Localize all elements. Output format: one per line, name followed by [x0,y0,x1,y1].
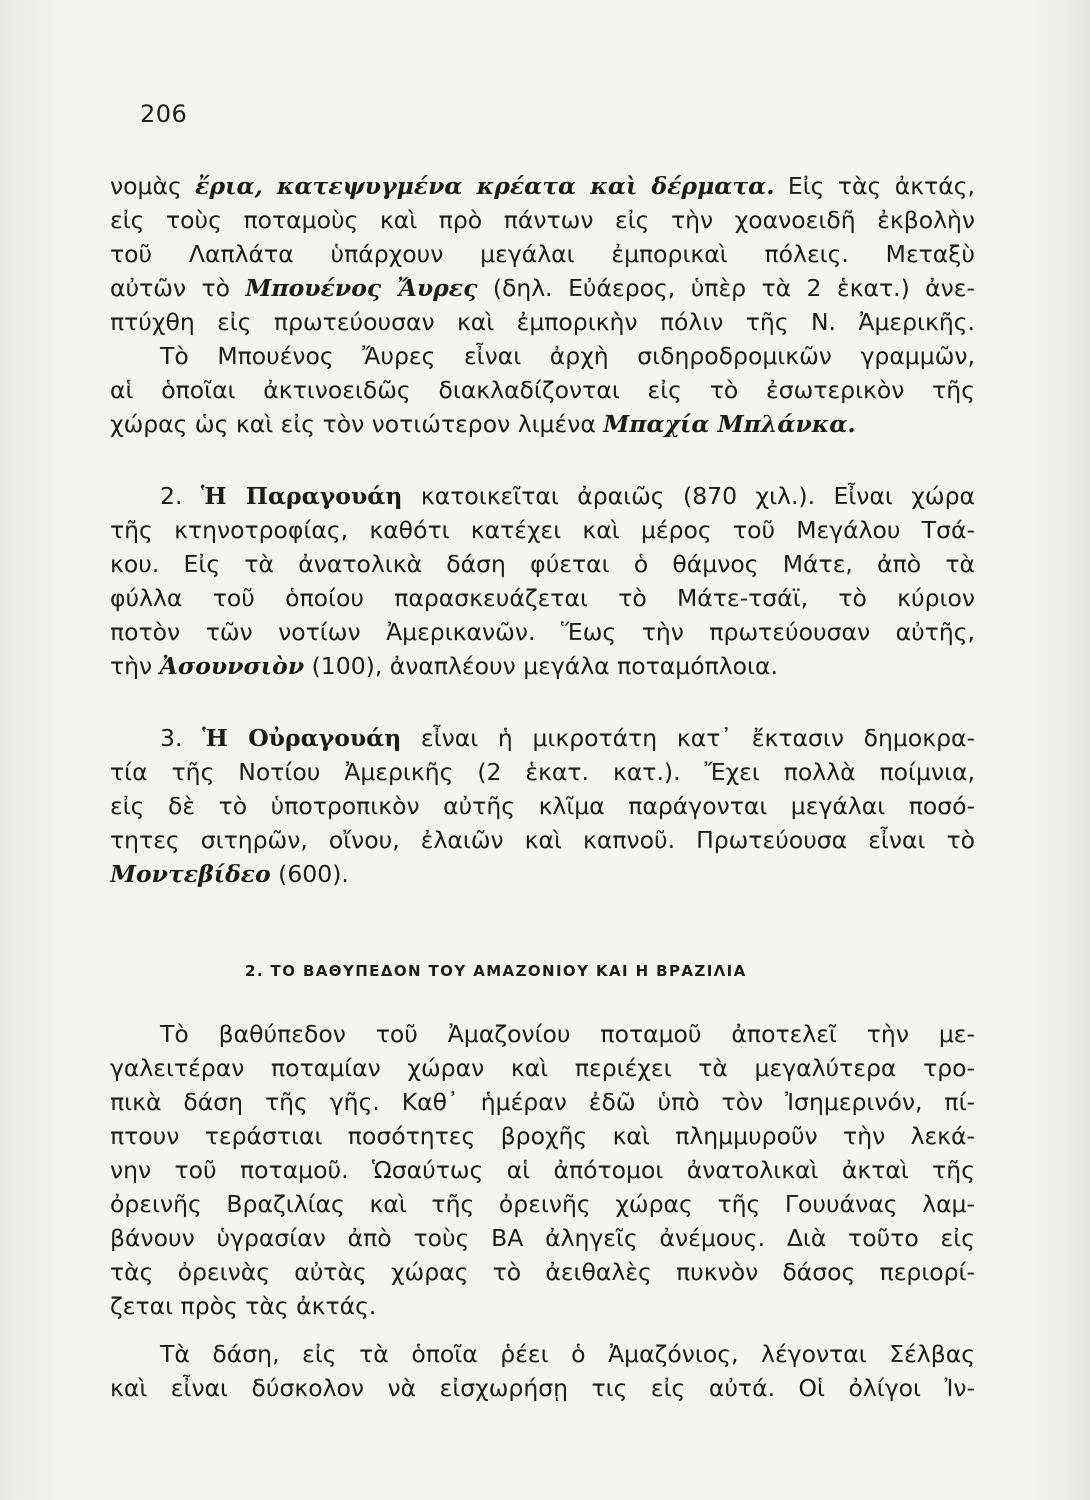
place-name: Μοντεβίδεο [110,860,271,888]
text-line: πικὰ δάση τῆς γῆς. Καθ᾽ ἡμέραν ἐδῶ ὑπὸ τὸν Ἰσημερινόν, πί- [110,1088,975,1116]
text-line: χώρας ὡς καὶ εἰς τὸν νοτιώτερον λιμένα Μπαχία Μπλάνκα. [110,410,856,438]
text-line: τητες σιτηρῶν, οἴνου, ἐλαιῶν καὶ καπνοῦ. Πρωτεύουσα εἶναι τὸ [110,826,975,854]
text-line: 2. Ἡ Παραγουάη κατοικεῖται ἀραιῶς (870 χιλ.). Εἶναι χώρα [160,482,975,510]
text-line: τὰς ὀρεινὰς αὐτὰς χώρας τὸ ἀειθαλὲς πυκνὸν δάσος περιορί- [110,1258,975,1286]
text-line: ποτὸν τῶν νοτίων Ἀμερικανῶν. Ἕως τὴν πρωτεύουσαν αὐτῆς, [110,618,975,646]
text-line: τὴν Ἀσουνσιὸν (100), ἀναπλέουν μεγάλα ποταμόπλοια. [110,652,778,680]
text-line: τοῦ Λαπλάτα ὑπάρχουν μεγάλαι ἐμπορικαὶ πόλεις. Μεταξὺ [110,240,975,268]
text-line: αὐτῶν τὸ Μπουένος Ἄυρες (δηλ. Εὐάερος, ὑπὲρ τὰ 2 ἑκατ.) ἀνε- [110,274,975,302]
text-line: φύλλα τοῦ ὁποίου παρασκευάζεται τὸ Μάτε-τσάϊ, τὸ κύριον [110,584,975,612]
place-name: Μπουένος Ἄυρες [245,274,478,302]
section-subject: Ἡ Παραγουάη [200,482,403,510]
text-line: αἱ ὁποῖαι ἀκτινοειδῶς διακλαδίζονται εἰς τὸ ἐσωτερικὸν τῆς [110,376,975,404]
text-line: Τὰ δάση, εἰς τὰ ὁποῖα ῥέει ὁ Ἀμαζόνιος, λέγονται Σέλβας [160,1340,975,1368]
text-line: εἰς τοὺς ποταμοὺς καὶ πρὸ πάντων εἰς τὴν χοανοειδῆ ἐκβολὴν [110,206,975,234]
text-line: κου. Εἰς τὰ ἀνατολικὰ δάση φύεται ὁ θάμνος Μάτε, ἀπὸ τὰ [110,550,975,578]
emphasis: ἔρια, κατεψυγμένα κρέατα καὶ δέρματα. [195,172,775,200]
text-line: ζεται πρὸς τὰς ἀκτάς. [110,1292,377,1320]
text-line: τῆς κτηνοτροφίας, καθότι κατέχει καὶ μέρος τοῦ Μεγάλου Τσά- [110,516,975,544]
page-number: 206 [140,100,188,128]
text-line: πτύχθη εἰς πρωτεύουσαν καὶ ἐμπορικὴν πόλιν τῆς Ν. Ἀμερικῆς. [110,308,975,336]
text-line: Μοντεβίδεο (600). [110,860,349,888]
text-line: Τὸ βαθύπεδον τοῦ Ἀμαζονίου ποταμοῦ ἀποτελεῖ τὴν με- [160,1020,975,1048]
section-heading: 2. ΤΟ ΒΑΘΥΠΕΔΟΝ ΤΟΥ ΑΜΑΖΟΝΙΟΥ ΚΑΙ Η ΒΡΑΖΙΛΙΑ [245,962,747,980]
text-line: Τὸ Μπουένος Ἄυρες εἶναι ἀρχὴ σιδηροδρομικῶν γραμμῶν, [160,342,975,370]
text-line: πτουν τεράστιαι ποσότητες βροχῆς καὶ πλημμυροῦν τὴν λεκά- [110,1122,975,1150]
text-line: γαλειτέραν ποταμίαν χώραν καὶ περιέχει τὰ μεγαλύτερα τρο- [110,1054,975,1082]
text-line: βάνουν ὑγρασίαν ἀπὸ τοὺς ΒΑ ἀληγεῖς ἀνέμους. Διὰ τοῦτο εἰς [110,1224,975,1252]
section-subject: Ἡ Οὐραγουάη [202,724,402,752]
text-line: νην τοῦ ποταμοῦ. Ὡσαύτως αἱ ἀπότομοι ἀνατολικαὶ ἀκταὶ τῆς [110,1156,975,1184]
text-line: τία τῆς Νοτίου Ἀμερικῆς (2 ἑκατ. κατ.). Ἔχει πολλὰ ποίμνια, [110,758,975,786]
text-line: 3. Ἡ Οὐραγουάη εἶναι ἡ μικροτάτη κατ᾽ ἔκτασιν δημοκρα- [160,724,975,752]
text-line: ὀρεινῆς Βραζιλίας καὶ τῆς ὀρεινῆς χώρας τῆς Γουυάνας λαμ- [110,1190,975,1218]
text-line: νομὰς ἔρια, κατεψυγμένα κρέατα καὶ δέρματα. Εἰς τὰς ἀκτάς, [110,172,975,200]
place-name: Μπαχία Μπλάνκα. [603,410,856,438]
text-line: εἰς δὲ τὸ ὑποτροπικὸν αὐτῆς κλῖμα παράγονται μεγάλαι ποσό- [110,792,975,820]
text-line: καὶ εἶναι δύσκολον νὰ εἰσχωρήσῃ τις εἰς αὐτά. Οἱ ὀλίγοι Ἰν- [110,1374,975,1402]
place-name: Ἀσουνσιὸν [159,652,305,680]
